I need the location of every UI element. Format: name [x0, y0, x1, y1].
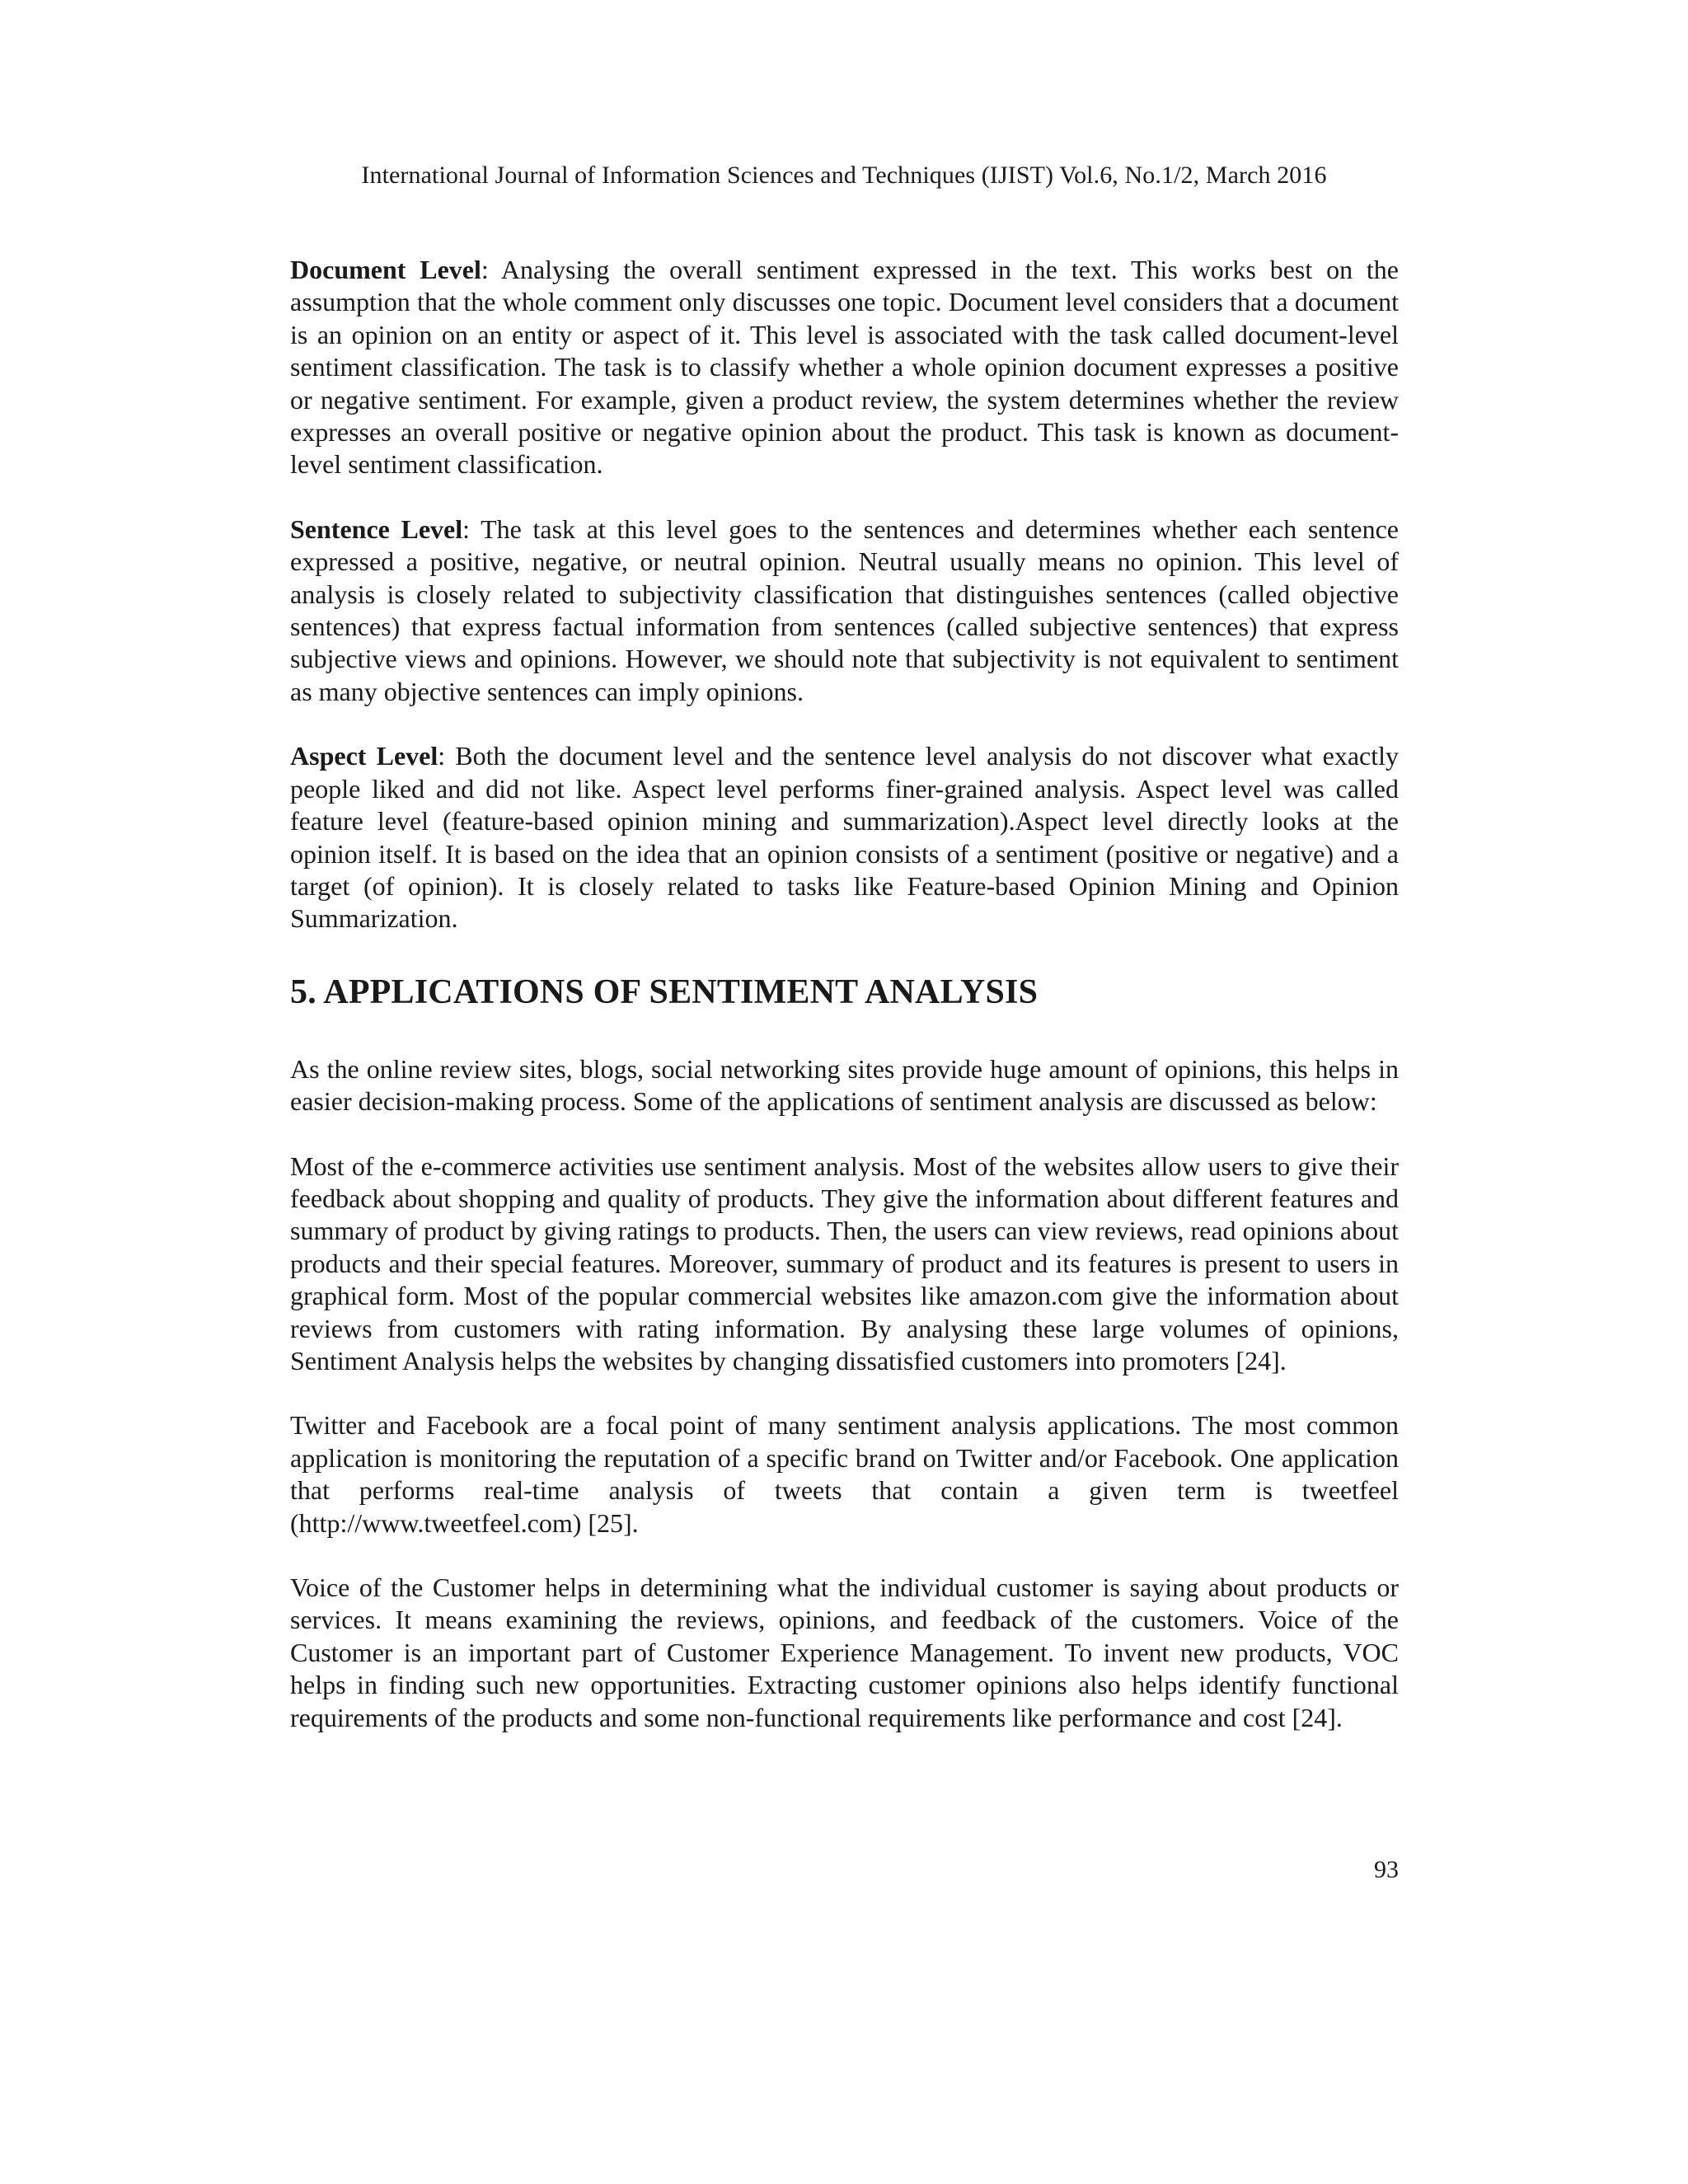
section-heading: 5. APPLICATIONS OF SENTIMENT ANALYSIS — [290, 972, 1039, 1011]
paragraph-sentence-level — [290, 513, 1399, 708]
paragraph-voice-of-customer: Voice of the Customer helps in determining what the individual customer is saying about products or services. It means examining the reviews, opinions, and feedback of the customers. Voice of the Customer is an important part of Customer Experience Management. To invent new products, VOC helps in finding such new opportunities. Extracting customer opinions also helps identify functional requirements of the products and some non-functional requirements like performance and cost [24]. — [290, 1572, 1399, 1732]
paragraph-text: : Analysing the overall sentiment expressed in the text. This works best on the assumption that the whole comment only discusses one topic. Document level considers that a document is an opinion on an entity or aspect of it. This level is associated with the task called document-level sentiment classification. The task is to classify whether a whole opinion document expresses a positive or negative sentiment. For example, given a product review, the system determines whether the review expresses an overall positive or negative opinion about the product. This task is known as document-level sentiment classification. — [290, 255, 1399, 480]
paragraph-text: : Both the document level and the sentence level analysis do not discover what exactly people liked and did not like. Aspect level performs finer-grained analysis. Aspect level was called feature level (feature-based opinion mining and summarization).Aspect level directly looks at the opinion itself. It is based on the idea that an opinion consists of a sentiment (positive or negative) and a target (of opinion). It is closely related to tasks like Feature-based Opinion Mining and Opinion Summarization. — [290, 741, 1400, 934]
paragraph-aspect-level — [290, 740, 1399, 935]
paragraph-social-media: Twitter and Facebook are a focal point of many sentiment analysis applications. The most common application is monitoring the reputation of a specific brand on Twitter and/or Facebook. One application that performs real-time analysis of tweets that contain a given term is tweetfeel (http://www.tweetfeel.com) [25]. — [290, 1410, 1399, 1538]
page-number: 93 — [1374, 1856, 1399, 1883]
term-sentence-level: Sentence Level — [290, 513, 463, 544]
paragraph-document-level — [290, 254, 1399, 481]
paragraph-intro: As the online review sites, blogs, social networking sites provide huge amount of opinions, this helps in easier decision-making process. Some of the applications of sentiment analysis are discussed as below: — [290, 1053, 1399, 1117]
paragraph-text: : The task at this level goes to the sentences and determines whether each sentence expressed a positive, negative, or neutral opinion. Neutral usually means no opinion. This level of analysis is closely related to subjectivity classification that distinguishes sentences (called objective sentences) that express factual information from sentences (called subjective sentences) that express subjective views and opinions. However, we should note that subjectivity is not equivalent to sentiment as many objective sentences can imply opinions. — [290, 513, 1400, 706]
term-aspect-level: Aspect Level — [290, 741, 438, 771]
running-header: International Journal of Information Sciences and Techniques (IJIST) Vol.6, No.1/2, March 2016 — [361, 162, 1327, 189]
page-body — [290, 254, 1399, 1734]
paragraph-ecommerce: Most of the e-commerce activities use sentiment analysis. Most of the websites allow users to give their feedback about shopping and quality of products. They give the information about different features and summary of product by giving ratings to products. Then, the users can view reviews, read opinions about products and their special features. Moreover, summary of product and its features is present to users in graphical form. Most of the popular commercial websites like amazon.com give the information about reviews from customers with rating information. By analysing these large volumes of opinions, Sentiment Analysis helps the websites by changing dissatisfied customers into promoters [24]. — [290, 1151, 1399, 1376]
term-document-level: Document Level — [290, 255, 481, 284]
